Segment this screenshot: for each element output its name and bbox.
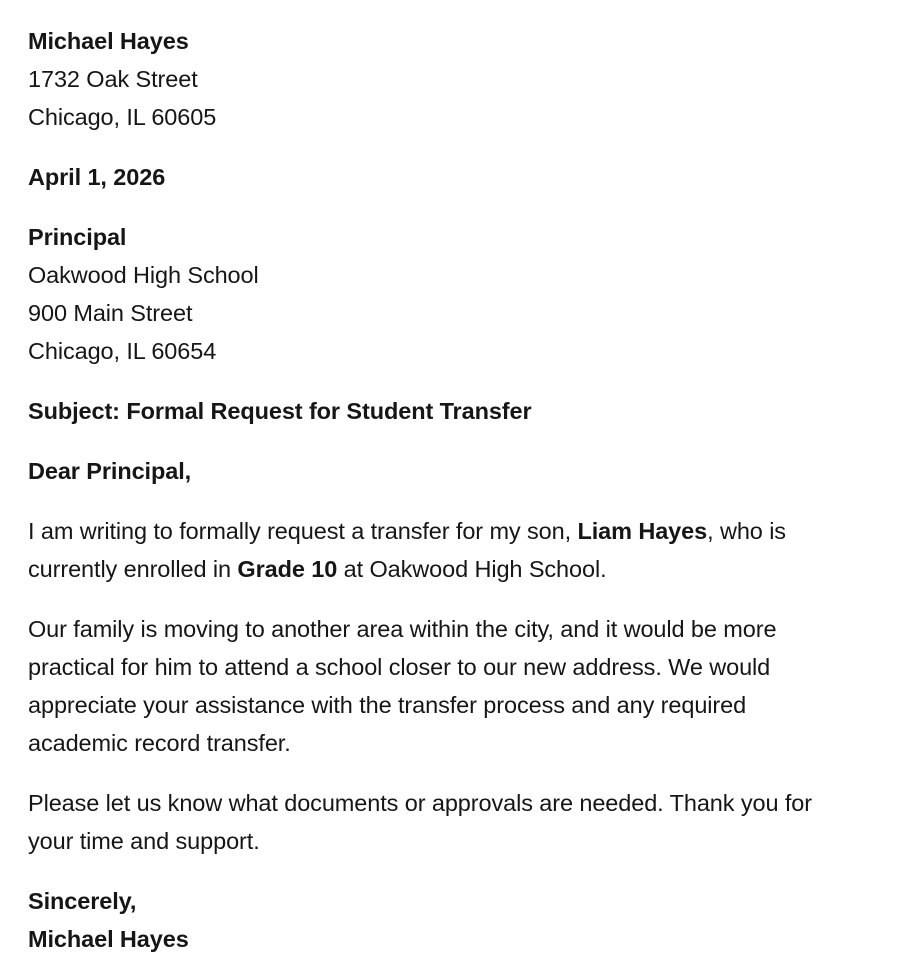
body-paragraph-2: Our family is moving to another area within the city, and it would be more practical for him to attend a school closer to our new address. We would appreciate your assistance with the transfer process and any required academic record transfer. xyxy=(28,616,777,756)
sender-city-state-zip: Chicago, IL 60605 xyxy=(28,104,217,130)
salutation: Dear Principal, xyxy=(28,458,192,484)
body-paragraph-1 xyxy=(28,512,845,588)
date-block xyxy=(28,158,845,196)
sender-name: Michael Hayes xyxy=(28,28,189,54)
recipient-address-block xyxy=(28,218,845,370)
body-paragraph-3: Please let us know what documents or approvals are needed. Thank you for your time and support. xyxy=(28,790,812,854)
sender-street: 1732 Oak Street xyxy=(28,66,198,92)
sender-address-block xyxy=(28,22,845,136)
grade-level-emphasis: Grade 10 xyxy=(237,556,338,582)
recipient-title: Principal xyxy=(28,224,127,250)
body-p1-text-1: I am writing to formally request a transfer for my son, xyxy=(28,518,578,544)
student-name-emphasis: Liam Hayes xyxy=(577,518,708,544)
subject-line: Subject: Formal Request for Student Transfer xyxy=(28,398,532,424)
valediction: Sincerely, xyxy=(28,888,137,914)
letter-date: April 1, 2026 xyxy=(28,164,166,190)
signature-name: Michael Hayes xyxy=(28,926,189,952)
recipient-organization: Oakwood High School xyxy=(28,262,259,288)
salutation-block xyxy=(28,452,845,490)
closing-block xyxy=(28,882,845,958)
subject-block xyxy=(28,392,845,430)
body-p1-text-3: at Oakwood High School. xyxy=(337,556,607,582)
recipient-city-state-zip: Chicago, IL 60654 xyxy=(28,338,217,364)
recipient-street: 900 Main Street xyxy=(28,300,193,326)
body-p1-text-2: , who is currently enrolled in xyxy=(28,518,786,582)
